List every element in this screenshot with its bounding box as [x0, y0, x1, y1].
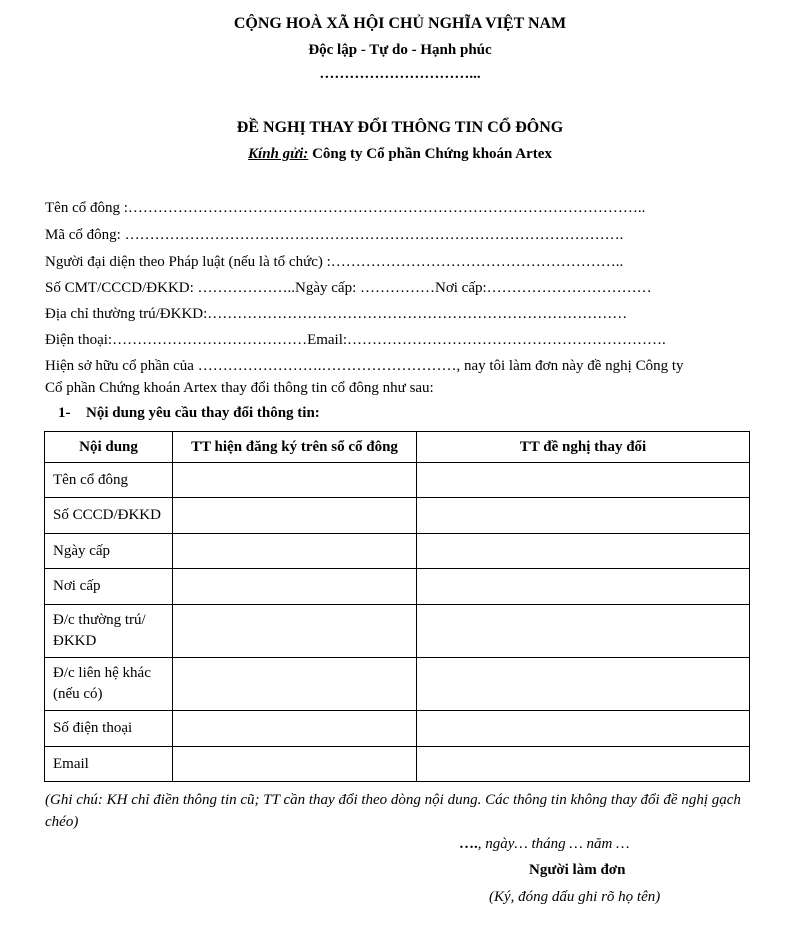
current-info-cell[interactable]	[173, 463, 417, 498]
signer-title: Người làm đơn	[529, 862, 626, 878]
section-title: Nội dung yêu cầu thay đổi thông tin:	[86, 405, 320, 421]
requested-change-cell[interactable]	[417, 658, 750, 711]
row-label: Đ/c thường trú/ĐKKD	[45, 605, 173, 658]
date-place: ….	[459, 836, 478, 852]
date-text: , ngày… tháng … năm …	[477, 836, 630, 852]
row-label: Đ/c liên hệ khác (nếu có)	[45, 658, 173, 711]
row-label: Nơi cấp	[45, 569, 173, 605]
table-row	[45, 463, 750, 498]
field-legal-representative[interactable]: Người đại diện theo Pháp luật (nếu là tổ chức) :…………………………………………………..	[45, 254, 624, 270]
section-heading	[58, 405, 320, 422]
table-row	[45, 747, 750, 782]
requested-change-cell[interactable]	[417, 569, 750, 605]
field-permanent-address[interactable]: Địa chỉ thường trú/ĐKKD:…………………………………………………………………………	[45, 306, 628, 322]
table-row	[45, 658, 750, 711]
current-info-cell[interactable]	[173, 569, 417, 605]
date-line[interactable]	[459, 836, 629, 853]
requested-change-cell[interactable]	[417, 605, 750, 658]
header-requested-change: TT đề nghị thay đổi	[417, 432, 750, 463]
section-number: 1-	[58, 405, 71, 421]
requested-change-cell[interactable]	[417, 463, 750, 498]
row-label: Ngày cấp	[45, 534, 173, 569]
row-label: Email	[45, 747, 173, 782]
row-label: Tên cổ đông	[45, 463, 173, 498]
current-info-cell[interactable]	[173, 658, 417, 711]
recipient-label: Kính gửi:	[248, 146, 309, 162]
recipient-value: Công ty Cổ phần Chứng khoán Artex	[308, 146, 552, 162]
nation-title: CỘNG HOÀ XÃ HỘI CHỦ NGHĨA VIỆT NAM	[233, 15, 567, 32]
current-info-cell[interactable]	[173, 605, 417, 658]
recipient-line	[0, 146, 800, 163]
current-info-cell[interactable]	[173, 534, 417, 569]
field-shareholder-code[interactable]: Mã cổ đông: ……………………………………………………………………………………….	[45, 227, 624, 243]
change-request-table	[44, 431, 750, 782]
row-label: Số điện thoại	[45, 711, 173, 747]
current-info-cell[interactable]	[173, 711, 417, 747]
table-row	[45, 569, 750, 605]
header-content: Nội dung	[45, 432, 173, 463]
note: (Ghi chú: KH chỉ điền thông tin cũ; TT cần thay đổi theo dòng nội dung. Các thông tin không thay đổi đề nghị gạch chéo)	[45, 792, 741, 830]
motto: Độc lập - Tự do - Hạnh phúc	[308, 42, 492, 58]
table-row	[45, 711, 750, 747]
requested-change-cell[interactable]	[417, 534, 750, 569]
requested-change-cell[interactable]	[417, 747, 750, 782]
field-phone-email[interactable]: Điện thoại:…………………………………Email:……………………………………………………….	[45, 332, 666, 348]
holding-statement-line-1[interactable]: Hiện sở hữu cổ phần của …………………….………………………, nay tôi làm đơn này đề nghị Công ty	[45, 358, 684, 374]
header-dots: …………………………...	[319, 66, 481, 82]
table-row	[45, 534, 750, 569]
form-title: ĐỀ NGHỊ THAY ĐỔI THÔNG TIN CỔ ĐÔNG	[236, 119, 564, 136]
header-current-info: TT hiện đăng ký trên sổ cổ đông	[173, 432, 417, 463]
table-header-row	[45, 432, 750, 463]
field-shareholder-name[interactable]: Tên cổ đông :…………………………………………………………………………………………..	[45, 200, 646, 216]
table-row	[45, 498, 750, 534]
table-row	[45, 605, 750, 658]
field-id-issue[interactable]: Số CMT/CCCD/ĐKKD: ………………..Ngày cấp: ……………Nơi cấp:……………………………	[45, 280, 652, 296]
row-label: Số CCCD/ĐKKD	[45, 498, 173, 534]
holding-statement-line-2: Cổ phần Chứng khoán Artex thay đổi thông tin cổ đông như sau:	[45, 380, 434, 396]
requested-change-cell[interactable]	[417, 498, 750, 534]
signature-instructions: (Ký, đóng dấu ghi rõ họ tên)	[489, 889, 661, 905]
current-info-cell[interactable]	[173, 747, 417, 782]
current-info-cell[interactable]	[173, 498, 417, 534]
requested-change-cell[interactable]	[417, 711, 750, 747]
